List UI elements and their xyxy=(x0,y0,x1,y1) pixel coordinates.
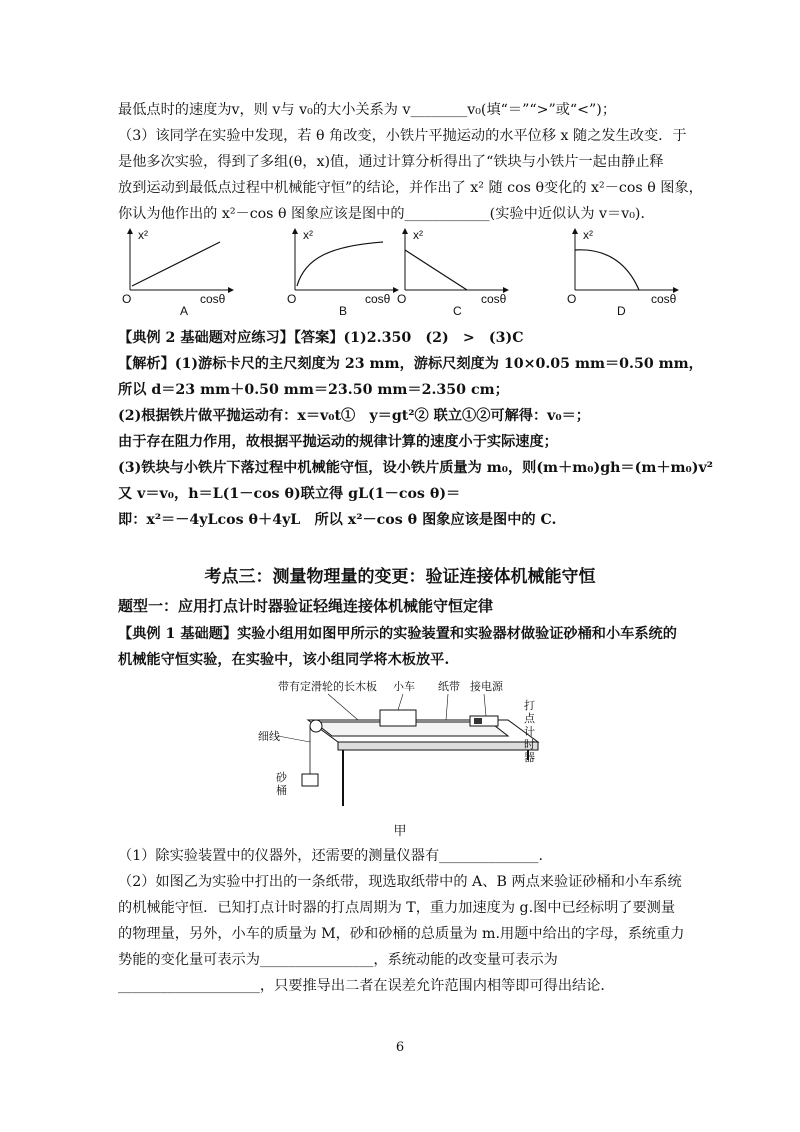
analysis-line: 【解析】(1)游标卡尺的主尺刻度为 23 mm，游标尺刻度为 10×0.05 mm＝0.50 mm， xyxy=(118,356,703,372)
graph-a-x-label: cosθ xyxy=(200,292,226,306)
label-bucket: 砂桶 xyxy=(276,772,287,797)
example-line: 【典例 1 基础题】实验小组用如图甲所示的实验装置和实验器材做验证砂桶和小车系统的 xyxy=(118,626,677,642)
graph-c-y-label: x² xyxy=(413,228,423,242)
analysis-line: 所以 d＝23 mm＋0.50 mm＝23.50 mm＝2.350 cm； xyxy=(118,382,509,398)
label-cart: 小车 xyxy=(393,681,415,693)
graph-d-y-label: x² xyxy=(583,228,593,242)
label-string: 细线 xyxy=(258,731,280,743)
graph-b xyxy=(285,228,405,318)
graph-c-label: C xyxy=(453,304,462,318)
graph-d-label: D xyxy=(617,304,626,318)
graph-b-origin: O xyxy=(287,292,297,306)
section-title: 考点三：测量物理量的变更：验证连接体机械能守恒 xyxy=(204,567,596,587)
question-line: （2）如图乙为实验中打出的一条纸带，现选取纸带中的 A、B 两点来验证砂桶和小车系统 xyxy=(118,874,682,890)
graph-a-y-label: x² xyxy=(138,228,148,242)
graph-d-x-label: cosθ xyxy=(651,292,677,306)
text-line: 放到运动到最低点过程中机械能守恒”的结论，并作出了 x² 随 cos θ变化的 x²－cos θ 图象， xyxy=(118,180,703,196)
question-line: 的机械能守恒．已知打点计时器的打点周期为 T，重力加速度为 g.图中已经标明了要测量 xyxy=(118,900,676,916)
graph-b-x-label: cosθ xyxy=(365,292,391,306)
graph-b-y-label: x² xyxy=(303,228,313,242)
analysis-line: (2)根据铁片做平抛运动有：x＝v₀t① y＝gt²② 联立①②可解得：v₀＝； xyxy=(118,408,590,424)
graph-b-label: B xyxy=(339,304,348,318)
question-line: ____________________，只要推导出二者在误差允许范围内相等即可得出结论． xyxy=(118,978,615,994)
analysis-line: 由于存在阻力作用，故根据平抛运动的规律计算的速度小于实际速度； xyxy=(118,434,558,450)
graph-c-x-label: cosθ xyxy=(481,292,507,306)
label-timer: 打点计时器 xyxy=(524,700,535,764)
graph-c xyxy=(395,228,515,318)
graph-c-origin: O xyxy=(397,292,407,306)
subsection-title: 题型一：应用打点计时器验证轻绳连接体机械能守恒定律 xyxy=(118,597,494,615)
figure-caption: 甲 xyxy=(393,824,407,839)
page-number: 6 xyxy=(395,1040,405,1055)
graph-a-origin: O xyxy=(122,292,132,306)
analysis-line: 即：x²＝－4yLcos θ＋4yL 所以 x²－cos θ 图象应该是图中的 C. xyxy=(118,512,557,528)
question-line: 的物理量，另外，小车的质量为 M，砂和砂桶的总质量为 m.用题中给出的字母，系统重力 xyxy=(118,926,685,942)
analysis-line: (3)铁块与小铁片下落过程中机械能守恒，设小铁片质量为 m₀，则(m＋m₀)gh＝(m＋m₀)v² xyxy=(118,460,713,476)
text-line: 是他多次实验，得到了多组(θ，x)值，通过计算分析得出了“铁块与小铁片一起由静止释 xyxy=(118,154,664,170)
graph-a-label: A xyxy=(180,304,189,318)
text-line: 你认为他作出的 x²－cos θ 图象应该是图中的____________(实验中近似认为 v＝v₀)． xyxy=(118,206,655,222)
apparatus-figure xyxy=(258,680,558,810)
analysis-line: 又 v＝v₀，h＝L(1－cos θ)联立得 gL(1－cos θ)＝ xyxy=(118,486,461,502)
example-line: 机械能守恒实验，在实验中，该小组同学将木板放平. xyxy=(118,652,450,668)
graph-d-origin: O xyxy=(567,292,577,306)
apparatus-drawing xyxy=(258,680,558,810)
text-line: 最低点时的速度为v，则 v与 v₀的大小关系为 v________v₀(填“＝”“>”或“<”)； xyxy=(118,102,617,118)
graph-a xyxy=(120,228,240,318)
graph-d xyxy=(565,228,685,318)
question-line: （1）除实验装置中的仪器外，还需要的测量仪器有______________. xyxy=(118,848,543,864)
label-board: 带有定滑轮的长木板 xyxy=(278,681,377,693)
label-tape: 纸带 xyxy=(438,681,460,693)
answer-line: 【典例 2 基础题对应练习】【答案】(1)2.350 (2) > (3)C xyxy=(118,330,524,346)
text-line: （3）该同学在实验中发现，若 θ 角改变，小铁片平抛运动的水平位移 x 随之发生改变．于 xyxy=(118,128,687,144)
question-line: 势能的变化量可表示为________________，系统动能的改变量可表示为 xyxy=(118,952,558,968)
label-power: 接电源 xyxy=(470,681,503,693)
